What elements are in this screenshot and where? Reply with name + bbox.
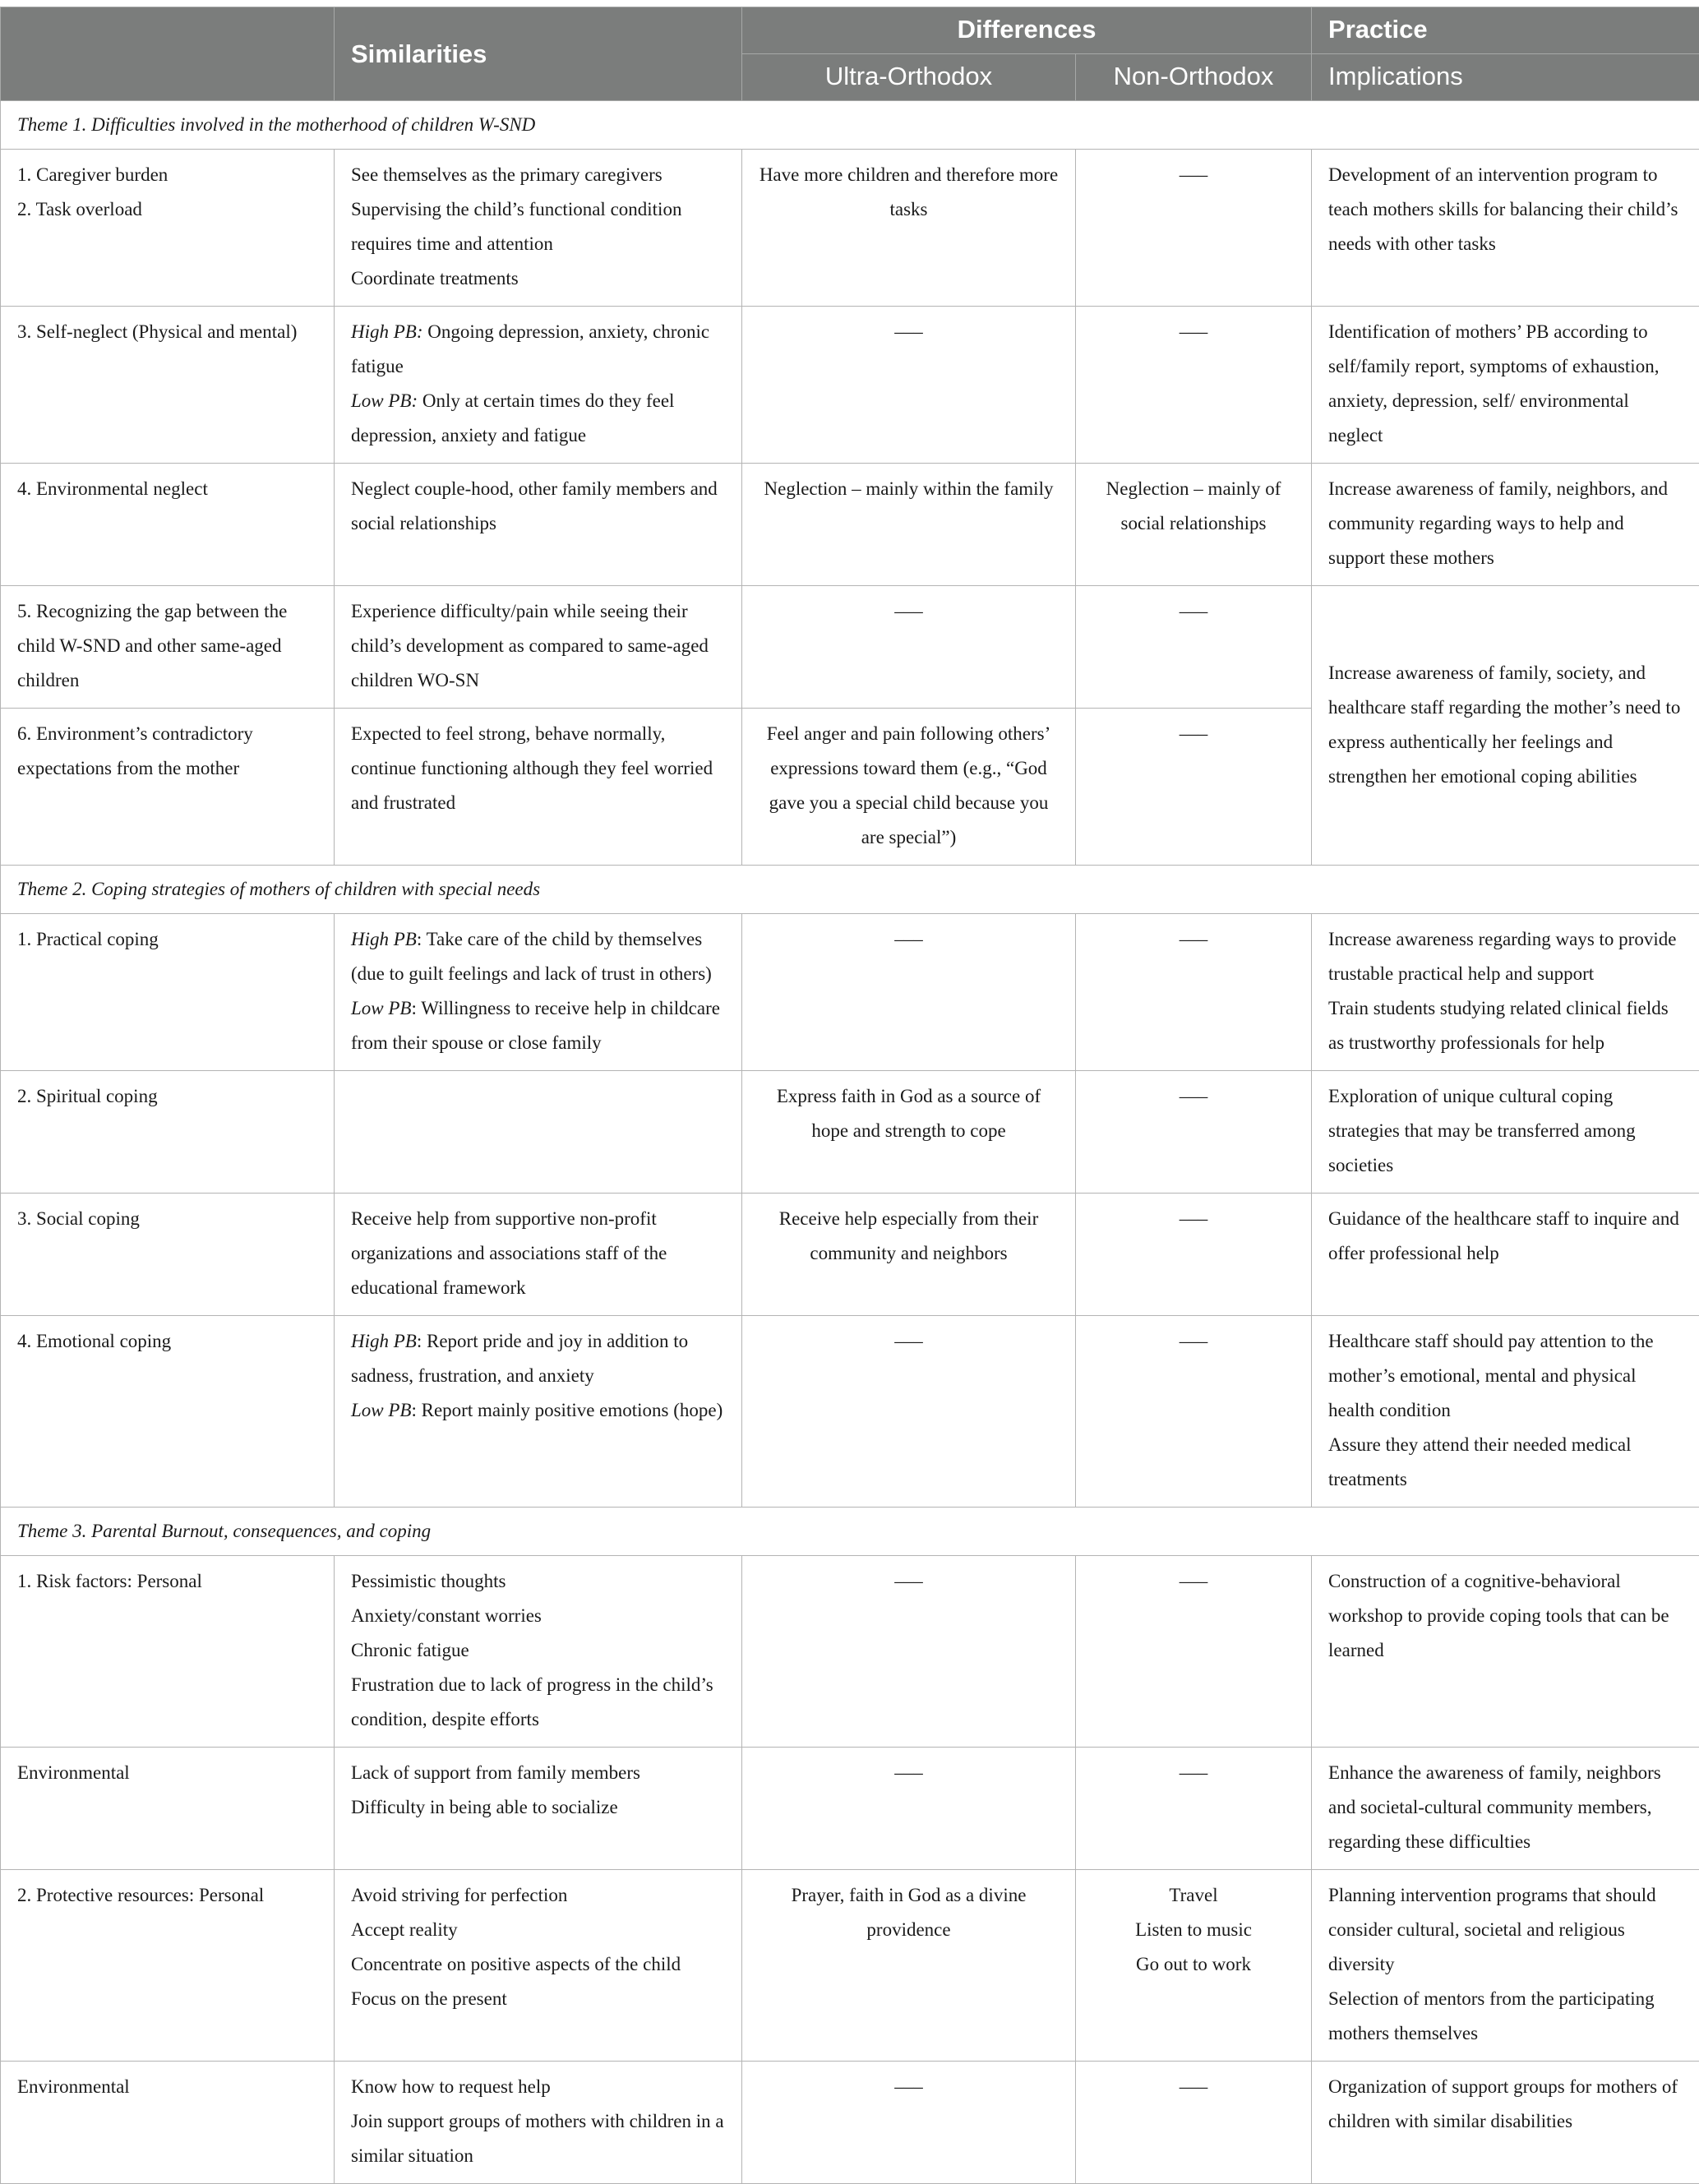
similarity-line — [351, 1324, 725, 1393]
ultra-orthodox-cell — [742, 150, 1076, 307]
similarity-line — [351, 192, 725, 261]
category-cell — [1, 307, 335, 464]
empty-dash: ––– — [1092, 922, 1295, 957]
similarity-text: : Willingness to receive help in childcare from their spouse or close family — [351, 998, 720, 1053]
ultra-orthodox-cell — [742, 1748, 1076, 1870]
similarity-line — [351, 472, 725, 541]
cell-line: Prayer, faith in God as a divine providence — [759, 1878, 1059, 1947]
category-cell — [1, 1071, 335, 1194]
similarities-cell — [335, 1556, 742, 1748]
similarity-line — [351, 1202, 725, 1305]
similarity-line — [351, 315, 725, 384]
similarity-line — [351, 2070, 725, 2104]
similarity-text: Supervising the child’s functional condition requires time and attention — [351, 199, 681, 254]
similarity-text: Know how to request help — [351, 2076, 551, 2097]
similarity-line — [351, 1756, 725, 1790]
implications-cell — [1312, 1071, 1699, 1194]
category-cell — [1, 914, 335, 1071]
ultra-orthodox-cell — [742, 464, 1076, 586]
similarity-text: Receive help from supportive non-profit organizations and associations staff of the educational framework — [351, 1208, 667, 1298]
table-row — [1, 1748, 1699, 1870]
cell-line: Feel anger and pain following others’ expressions toward them (e.g., “God gave you a special child because you are special”) — [759, 717, 1059, 855]
similarity-text: : Report pride and joy in addition to sadness, frustration, and anxiety — [351, 1331, 688, 1386]
category-cell — [1, 1316, 335, 1508]
cell-line: Selection of mentors from the participating mothers themselves — [1328, 1982, 1683, 2051]
empty-dash: ––– — [1092, 1079, 1295, 1114]
cell-line: Development of an intervention program to teach mothers skills for balancing their child’s needs with other tasks — [1328, 158, 1683, 261]
non-orthodox-cell — [1076, 2062, 1312, 2184]
similarity-text: Neglect couple-hood, other family members and social relationships — [351, 478, 718, 533]
similarity-text: Accept reality — [351, 1919, 458, 1940]
theme-row — [1, 101, 1699, 150]
table-row — [1, 150, 1699, 307]
cell-line: 1. Caregiver burden — [17, 158, 317, 192]
implications-cell — [1312, 1316, 1699, 1508]
cell-line: Listen to music — [1092, 1913, 1295, 1947]
category-cell — [1, 1748, 335, 1870]
implications-cell — [1312, 914, 1699, 1071]
empty-dash: ––– — [1092, 1202, 1295, 1236]
similarity-text: See themselves as the primary caregivers — [351, 164, 663, 185]
similarities-cell — [335, 1194, 742, 1316]
similarity-text: Coordinate treatments — [351, 268, 519, 289]
cell-line: Healthcare staff should pay attention to the mother’s emotional, mental and physical health condition — [1328, 1324, 1683, 1428]
cell-line: Increase awareness regarding ways to provide trustable practical help and support — [1328, 922, 1683, 991]
empty-dash: ––– — [1092, 2070, 1295, 2104]
similarity-line — [351, 1633, 725, 1668]
non-orthodox-cell — [1076, 914, 1312, 1071]
theme-title: Theme 2. Coping strategies of mothers of children with special needs — [1, 866, 1699, 914]
non-orthodox-cell — [1076, 150, 1312, 307]
empty-dash: ––– — [1092, 158, 1295, 192]
similarities-cell — [335, 307, 742, 464]
similarities-cell — [335, 150, 742, 307]
cell-line: Increase awareness of family, neighbors, and community regarding ways to help and support these mothers — [1328, 472, 1683, 575]
similarity-line — [351, 1790, 725, 1825]
empty-dash: ––– — [759, 1756, 1059, 1790]
similarities-cell — [335, 586, 742, 709]
theme-row — [1, 866, 1699, 914]
cell-line: 1. Practical coping — [17, 922, 317, 957]
implications-cell — [1312, 307, 1699, 464]
non-orthodox-cell — [1076, 1556, 1312, 1748]
similarity-line — [351, 922, 725, 991]
implications-cell — [1312, 1748, 1699, 1870]
cell-line: Train students studying related clinical fields as trustworthy professionals for help — [1328, 991, 1683, 1060]
empty-dash: ––– — [1092, 594, 1295, 629]
cell-line: 2. Spiritual coping — [17, 1079, 317, 1114]
ultra-orthodox-cell — [742, 1194, 1076, 1316]
theme-title: Theme 1. Difficulties involved in the motherhood of children W-SND — [1, 101, 1699, 150]
pb-label: High PB — [351, 929, 417, 949]
table-row — [1, 307, 1699, 464]
cell-line: Environmental — [17, 1756, 317, 1790]
similarities-cell — [335, 464, 742, 586]
empty-dash: ––– — [1092, 1564, 1295, 1599]
non-orthodox-cell — [1076, 307, 1312, 464]
cell-line: 3. Social coping — [17, 1202, 317, 1236]
table-header — [1, 7, 1699, 101]
cell-line: 2. Task overload — [17, 192, 317, 227]
similarity-line — [351, 384, 725, 453]
cell-line: Increase awareness of family, society, and healthcare staff regarding the mother’s need to express authentically her feelings and strengthen her emotional coping abilities — [1328, 656, 1683, 794]
theme-row — [1, 1508, 1699, 1556]
table-row — [1, 914, 1699, 1071]
header-non-orthodox: Non-Orthodox — [1076, 54, 1312, 101]
implications-cell — [1312, 1870, 1699, 2062]
category-cell — [1, 709, 335, 866]
cell-line: Neglection – mainly of social relationships — [1092, 472, 1295, 541]
theme-title: Theme 3. Parental Burnout, consequences, and coping — [1, 1508, 1699, 1556]
similarity-text: : Take care of the child by themselves (due to guilt feelings and lack of trust in others) — [351, 929, 712, 984]
similarities-cell — [335, 2062, 742, 2184]
table-row — [1, 1316, 1699, 1508]
similarity-line — [351, 717, 725, 820]
similarity-line — [351, 1913, 725, 1947]
ultra-orthodox-cell — [742, 709, 1076, 866]
non-orthodox-cell — [1076, 1194, 1312, 1316]
similarity-text: Ongoing depression, anxiety, chronic fatigue — [351, 321, 709, 376]
cell-line: Identification of mothers’ PB according to self/family report, symptoms of exhaustion, anxiety, depression, self/ environmental neglect — [1328, 315, 1683, 453]
similarities-cell — [335, 1870, 742, 2062]
ultra-orthodox-cell — [742, 914, 1076, 1071]
category-cell — [1, 1194, 335, 1316]
cell-line: 2. Protective resources: Personal — [17, 1878, 317, 1913]
similarity-line — [351, 1668, 725, 1737]
implications-cell — [1312, 464, 1699, 586]
cell-line: 4. Emotional coping — [17, 1324, 317, 1359]
cell-line: 3. Self-neglect (Physical and mental) — [17, 315, 317, 349]
table-container — [0, 7, 1699, 2184]
header-category — [1, 7, 335, 101]
ultra-orthodox-cell — [742, 586, 1076, 709]
header-differences: Differences — [742, 7, 1312, 54]
similarity-text: Only at certain times do they feel depression, anxiety and fatigue — [351, 390, 674, 446]
similarity-text: Experience difficulty/pain while seeing their child’s development as compared to same-aged children WO-SN — [351, 601, 709, 690]
empty-dash: ––– — [1092, 717, 1295, 751]
header-implications: Implications — [1312, 54, 1699, 101]
table-row — [1, 1870, 1699, 2062]
implications-cell — [1312, 2062, 1699, 2184]
table-row — [1, 1071, 1699, 1194]
similarity-line — [351, 991, 725, 1060]
non-orthodox-cell — [1076, 586, 1312, 709]
empty-dash: ––– — [1092, 315, 1295, 349]
implications-cell — [1312, 1194, 1699, 1316]
ultra-orthodox-cell — [742, 307, 1076, 464]
similarities-cell — [335, 709, 742, 866]
similarities-cell — [335, 1316, 742, 1508]
category-cell — [1, 1556, 335, 1748]
cell-line: Exploration of unique cultural coping strategies that may be transferred among societies — [1328, 1079, 1683, 1183]
similarity-line — [351, 1564, 725, 1599]
table-row — [1, 1556, 1699, 1748]
non-orthodox-cell — [1076, 709, 1312, 866]
empty-dash: ––– — [1092, 1756, 1295, 1790]
ultra-orthodox-cell — [742, 1870, 1076, 2062]
category-cell — [1, 464, 335, 586]
pb-label: High PB: — [351, 321, 423, 342]
similarity-text: Avoid striving for perfection — [351, 1885, 567, 1905]
similarities-cell — [335, 914, 742, 1071]
cell-line: Construction of a cognitive-behavioral workshop to provide coping tools that can be learned — [1328, 1564, 1683, 1668]
empty-dash: ––– — [759, 2070, 1059, 2104]
empty-dash: ––– — [759, 1564, 1059, 1599]
similarity-text: : Report mainly positive emotions (hope) — [411, 1400, 723, 1420]
similarities-cell — [335, 1071, 742, 1194]
cell-line: 4. Environmental neglect — [17, 472, 317, 506]
header-ultra-orthodox: Ultra-Orthodox — [742, 54, 1076, 101]
cell-line: Assure they attend their needed medical treatments — [1328, 1428, 1683, 1497]
header-practice: Practice — [1312, 7, 1699, 54]
empty-dash: ––– — [759, 1324, 1059, 1359]
category-cell — [1, 1870, 335, 2062]
implications-cell — [1312, 586, 1699, 866]
cell-line: Have more children and therefore more tasks — [759, 158, 1059, 227]
ultra-orthodox-cell — [742, 1071, 1076, 1194]
table-row — [1, 1194, 1699, 1316]
empty-dash: ––– — [759, 315, 1059, 349]
similarity-text: Join support groups of mothers with children in a similar situation — [351, 2111, 724, 2166]
non-orthodox-cell — [1076, 1748, 1312, 1870]
similarity-line — [351, 1878, 725, 1913]
category-cell — [1, 150, 335, 307]
table-body — [1, 101, 1699, 2184]
cell-line: Enhance the awareness of family, neighbors and societal-cultural community members, regarding these difficulties — [1328, 1756, 1683, 1859]
similarity-text: Frustration due to lack of progress in the child’s condition, despite efforts — [351, 1674, 713, 1729]
similarity-text: Difficulty in being able to socialize — [351, 1797, 618, 1817]
pb-label: High PB — [351, 1331, 417, 1351]
similarities-cell — [335, 1748, 742, 1870]
pb-label: Low PB — [351, 998, 411, 1018]
cell-line: Receive help especially from their community and neighbors — [759, 1202, 1059, 1271]
empty-dash: ––– — [1092, 1324, 1295, 1359]
non-orthodox-cell — [1076, 1071, 1312, 1194]
ultra-orthodox-cell — [742, 1316, 1076, 1508]
cell-line: Organization of support groups for mothers of children with similar disabilities — [1328, 2070, 1683, 2139]
table-row — [1, 464, 1699, 586]
empty-dash: ––– — [759, 922, 1059, 957]
header-similarities: Similarities — [335, 7, 742, 101]
similarity-line — [351, 1947, 725, 1982]
similarity-text: Lack of support from family members — [351, 1762, 640, 1783]
similarity-text: Chronic fatigue — [351, 1640, 469, 1660]
cell-line: 5. Recognizing the gap between the child W-SND and other same-aged children — [17, 594, 317, 698]
cell-line: 1. Risk factors: Personal — [17, 1564, 317, 1599]
similarity-text: Concentrate on positive aspects of the child — [351, 1954, 681, 1974]
category-cell — [1, 2062, 335, 2184]
similarity-text: Focus on the present — [351, 1988, 507, 2009]
similarity-text: Expected to feel strong, behave normally, continue functioning although they feel worried and frustrated — [351, 723, 713, 813]
table-row — [1, 2062, 1699, 2184]
non-orthodox-cell — [1076, 1316, 1312, 1508]
empty-dash: ––– — [759, 594, 1059, 629]
similarity-line — [351, 594, 725, 698]
cell-line: Environmental — [17, 2070, 317, 2104]
similarity-line — [351, 1599, 725, 1633]
category-cell — [1, 586, 335, 709]
implications-cell — [1312, 1556, 1699, 1748]
similarity-text: Anxiety/constant worries — [351, 1605, 542, 1626]
cell-line: Go out to work — [1092, 1947, 1295, 1982]
implications-cell — [1312, 150, 1699, 307]
similarity-line — [351, 261, 725, 296]
cell-line: Neglection – mainly within the family — [759, 472, 1059, 506]
cell-line: Guidance of the healthcare staff to inquire and offer professional help — [1328, 1202, 1683, 1271]
ultra-orthodox-cell — [742, 2062, 1076, 2184]
similarity-line — [351, 2104, 725, 2173]
pb-label: Low PB: — [351, 390, 418, 411]
similarity-line — [351, 158, 725, 192]
table-row — [1, 586, 1699, 709]
pb-label: Low PB — [351, 1400, 411, 1420]
non-orthodox-cell — [1076, 1870, 1312, 2062]
similarity-line — [351, 1393, 725, 1428]
comparison-table — [0, 7, 1699, 2184]
non-orthodox-cell — [1076, 464, 1312, 586]
similarity-text: Pessimistic thoughts — [351, 1571, 506, 1591]
cell-line: Express faith in God as a source of hope and strength to cope — [759, 1079, 1059, 1148]
similarity-line — [351, 1982, 725, 2016]
cell-line: Travel — [1092, 1878, 1295, 1913]
ultra-orthodox-cell — [742, 1556, 1076, 1748]
cell-line: Planning intervention programs that should consider cultural, societal and religious diversity — [1328, 1878, 1683, 1982]
cell-line: 6. Environment’s contradictory expectations from the mother — [17, 717, 317, 786]
